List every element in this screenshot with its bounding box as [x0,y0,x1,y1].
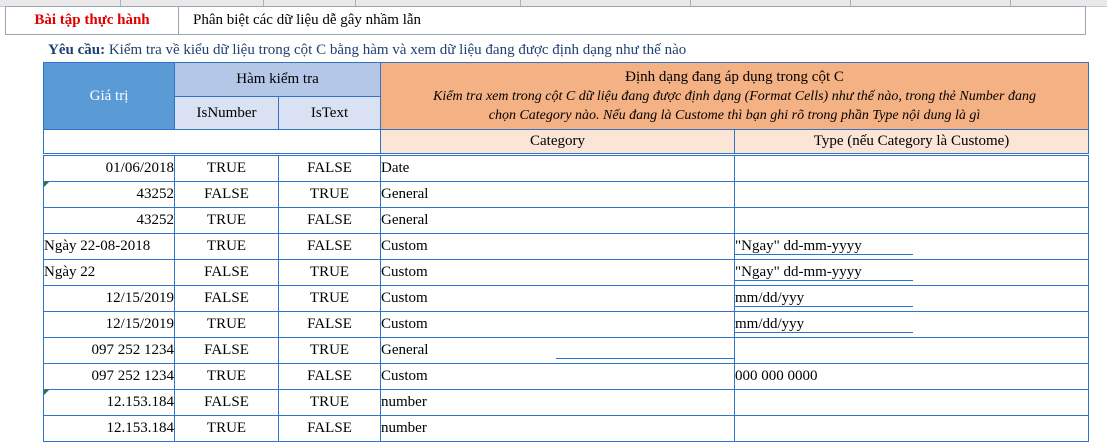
cell-underline [556,358,734,359]
cell-category[interactable]: number [381,416,735,442]
cell-category[interactable]: Custom [381,234,735,260]
cell-category[interactable]: Custom [381,312,735,338]
header-ham-kiem-tra[interactable]: Hàm kiểm tra [175,63,381,97]
header-category[interactable]: Category [381,130,735,154]
cell-isnumber[interactable]: TRUE [175,208,279,234]
table-row [44,312,1089,338]
cell-category[interactable]: Date [381,156,735,182]
exercise-label[interactable]: Bài tập thực hành [6,7,179,34]
cell-gia-tri[interactable]: 12.153.184 [44,390,175,416]
cell-type[interactable]: mm/dd/yyy [735,286,1089,312]
exercise-title[interactable]: Phân biệt các dữ liệu dễ gây nhầm lẫn [193,12,422,28]
dinh-dang-note-1: Kiểm tra xem trong cột C dữ liệu đang được định dạng (Format Cells) như thế nào, trong thẻ Number đang [433,88,1036,104]
cell-gia-tri[interactable]: 43252 [44,208,175,234]
cell-isnumber[interactable]: TRUE [175,312,279,338]
cell-gia-tri[interactable]: Ngày 22 [44,260,175,286]
cell-gia-tri[interactable]: Ngày 22-08-2018 [44,234,175,260]
cell-isnumber[interactable]: FALSE [175,182,279,208]
header-isnumber[interactable]: IsNumber [175,97,279,130]
cell-underline [735,280,913,281]
table-row [44,390,1089,416]
cell-category[interactable]: General [381,208,735,234]
cell-istext[interactable]: TRUE [279,338,381,364]
table-row [44,416,1089,442]
cell-type[interactable] [735,416,1089,442]
cell-isnumber[interactable]: FALSE [175,286,279,312]
requirement-prefix: Yêu cầu: [48,42,106,58]
cell-gia-tri[interactable]: 12/15/2019 [44,286,175,312]
exercise-title-box [5,6,1086,35]
data-table-body [43,155,1089,442]
table-row [44,286,1089,312]
cell-istext[interactable]: FALSE [279,416,381,442]
requirement-body: Kiểm tra về kiểu dữ liệu trong cột C bằng hàm và xem dữ liệu đang được định dạng như thế nào [105,42,687,58]
cell-type[interactable] [735,338,1089,364]
header-blank [44,130,381,154]
cell-gia-tri[interactable]: 12.153.184 [44,416,175,442]
header-istext[interactable]: IsText [279,97,381,130]
cell-type[interactable]: "Ngay" dd-mm-yyyy [735,234,1089,260]
cell-isnumber[interactable]: FALSE [175,260,279,286]
header-dinh-dang[interactable] [381,63,1089,130]
cell-gia-tri[interactable]: 097 252 1234 [44,364,175,390]
cell-istext[interactable]: TRUE [279,182,381,208]
cell-type[interactable]: 000 000 0000 [735,364,1089,390]
cell-isnumber[interactable]: FALSE [175,338,279,364]
dinh-dang-note-2: chọn Category nào. Nếu đang là Custome thì bạn ghi rõ trong phần Type nội dung là gì [488,107,981,123]
table-row [44,364,1089,390]
cell-istext[interactable]: FALSE [279,364,381,390]
cell-category[interactable]: Custom [381,364,735,390]
cell-istext[interactable]: TRUE [279,286,381,312]
cell-istext[interactable]: FALSE [279,208,381,234]
cell-isnumber[interactable]: TRUE [175,364,279,390]
header-type[interactable]: Type (nếu Category là Custome) [735,130,1089,154]
cell-underline [735,332,913,333]
requirement-text[interactable] [48,42,686,59]
table-row [44,182,1089,208]
cell-type[interactable]: mm/dd/yyy [735,312,1089,338]
cell-type[interactable]: "Ngay" dd-mm-yyyy [735,260,1089,286]
table-row [44,208,1089,234]
cell-istext[interactable]: TRUE [279,260,381,286]
cell-category[interactable]: Custom [381,286,735,312]
cell-isnumber[interactable]: FALSE [175,390,279,416]
error-indicator-icon [44,182,49,187]
cell-istext[interactable]: TRUE [279,390,381,416]
cell-gia-tri[interactable]: 097 252 1234 [44,338,175,364]
table-row [44,234,1089,260]
cell-underline [735,254,913,255]
cell-category[interactable]: General [381,182,735,208]
cell-type[interactable] [735,390,1089,416]
cell-type[interactable] [735,208,1089,234]
cell-isnumber[interactable]: TRUE [175,156,279,182]
cell-gia-tri[interactable]: 01/06/2018 [44,156,175,182]
cell-category[interactable]: General [381,338,735,364]
cell-gia-tri[interactable]: 43252 [44,182,175,208]
cell-isnumber[interactable]: TRUE [175,416,279,442]
cell-category[interactable]: Custom [381,260,735,286]
cell-istext[interactable]: FALSE [279,234,381,260]
cell-type[interactable] [735,156,1089,182]
data-table [43,62,1089,154]
cell-istext[interactable]: FALSE [279,312,381,338]
header-gia-tri[interactable]: Giá trị [44,63,175,130]
cell-isnumber[interactable]: TRUE [175,234,279,260]
table-row [44,338,1089,364]
cell-gia-tri[interactable]: 12/15/2019 [44,312,175,338]
cell-type[interactable] [735,182,1089,208]
cell-istext[interactable]: FALSE [279,156,381,182]
dinh-dang-title: Định dạng đang áp dụng trong cột C [625,68,844,85]
table-row [44,156,1089,182]
error-indicator-icon [44,390,49,395]
cell-category[interactable]: number [381,390,735,416]
table-row [44,260,1089,286]
cell-underline [735,306,913,307]
